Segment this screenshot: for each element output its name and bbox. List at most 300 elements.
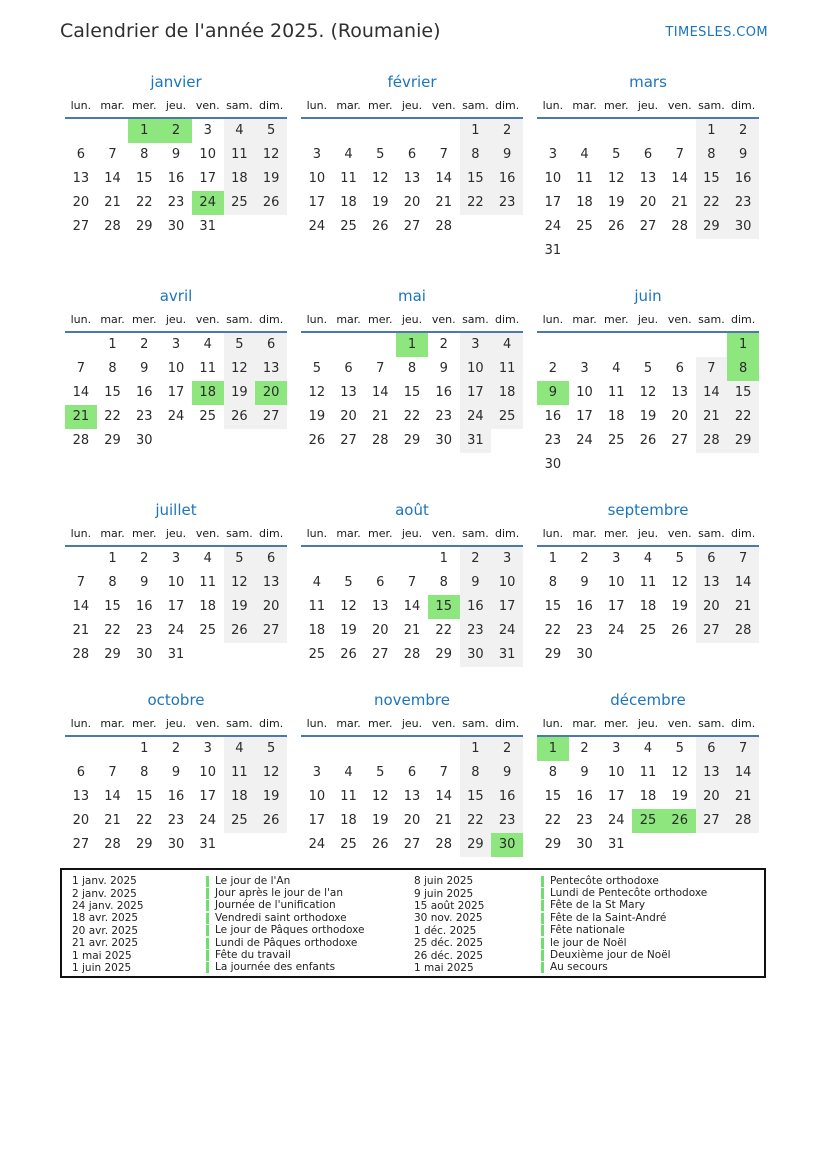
date-cell: 27: [696, 809, 728, 833]
empty-cell: [600, 333, 632, 357]
date-cell: 13: [696, 761, 728, 785]
date-cell: 23: [167, 195, 185, 210]
weekday-label: sam.: [462, 313, 489, 326]
date-cell: 27: [372, 647, 389, 662]
weekday-header: [65, 717, 287, 737]
date-cell: 18: [340, 813, 357, 828]
month-title: décembre: [610, 691, 686, 709]
date-cell: 20: [403, 195, 421, 210]
date-cell: 6: [255, 547, 287, 571]
month-days: [65, 333, 287, 453]
date-cell: 11: [199, 575, 216, 590]
date-cell: 10: [608, 575, 625, 590]
weekday-label: jeu.: [401, 527, 423, 540]
date-cell: 11: [199, 361, 216, 376]
date-cell: 8: [460, 143, 492, 167]
site-link[interactable]: TIMESLES.COM: [665, 25, 768, 40]
date-cell: 2: [580, 741, 589, 756]
date-cell: 9: [580, 575, 589, 590]
date-cell: 29: [136, 837, 153, 852]
date-cell: 18: [340, 195, 357, 210]
date-cell: 12: [608, 171, 625, 186]
weekday-label: lun.: [70, 99, 92, 112]
date-cell: 30: [167, 837, 185, 852]
holiday-date-cell: 1: [396, 333, 428, 357]
date-cell: 3: [548, 147, 557, 162]
date-cell: 20: [255, 595, 287, 619]
legend-holiday-name: Fête nationale: [541, 925, 754, 936]
date-cell: 26: [224, 619, 256, 643]
date-cell: 15: [136, 171, 153, 186]
date-cell: 24: [199, 813, 216, 828]
legend-holiday-name: Fête du travail: [206, 950, 408, 961]
holiday-date-cell: 25: [632, 809, 664, 833]
date-cell: 6: [696, 737, 728, 761]
date-cell: 21: [435, 813, 452, 828]
date-cell: 4: [344, 147, 353, 162]
holiday-date-cell: 1: [537, 737, 569, 761]
weekday-label: lun.: [306, 717, 328, 730]
holiday-date-cell: 1: [128, 119, 160, 143]
date-cell: 13: [255, 571, 287, 595]
date-cell: 9: [140, 361, 149, 376]
date-cell: 2: [140, 337, 149, 352]
date-cell: 20: [696, 595, 728, 619]
date-cell: 8: [696, 143, 728, 167]
legend-date: 9 juin 2025: [414, 887, 474, 900]
weekday-label: dim.: [495, 527, 520, 540]
month-mars: [537, 73, 759, 263]
date-cell: 12: [224, 357, 256, 381]
date-cell: 14: [696, 381, 728, 405]
date-cell: 30: [460, 643, 492, 667]
date-cell: 15: [727, 381, 759, 405]
month-août: [301, 501, 523, 667]
date-cell: 4: [580, 147, 589, 162]
date-cell: 3: [312, 765, 321, 780]
weekday-label: ven.: [667, 717, 692, 730]
date-cell: 10: [460, 357, 492, 381]
date-cell: 29: [136, 219, 153, 234]
weekday-label: ven.: [195, 99, 220, 112]
month-juillet: [65, 501, 287, 667]
date-cell: 9: [727, 143, 759, 167]
date-cell: 28: [671, 219, 688, 234]
date-cell: 29: [544, 647, 562, 662]
date-cell: 19: [639, 409, 657, 424]
date-cell: 26: [639, 433, 657, 448]
date-cell: 29: [403, 433, 421, 448]
date-cell: 8: [140, 147, 149, 162]
date-cell: 1: [460, 737, 492, 761]
weekday-label: dim.: [495, 313, 520, 326]
date-cell: 14: [435, 171, 452, 186]
weekday-header: [65, 527, 287, 547]
date-cell: 25: [340, 837, 357, 852]
date-cell: 27: [72, 837, 90, 852]
date-cell: 5: [312, 361, 321, 376]
date-cell: 2: [171, 741, 181, 756]
date-cell: 9: [171, 765, 181, 780]
weekday-label: dim.: [731, 527, 756, 540]
month-title: mai: [398, 287, 426, 305]
date-cell: 17: [308, 813, 326, 828]
weekday-label: dim.: [495, 99, 520, 112]
date-cell: 18: [308, 623, 326, 638]
date-cell: 21: [671, 195, 688, 210]
month-days: [65, 547, 287, 667]
weekday-label: lun.: [542, 99, 564, 112]
date-cell: 1: [548, 551, 557, 566]
month-title: avril: [159, 287, 193, 305]
date-cell: 24: [167, 623, 185, 638]
date-cell: 25: [224, 191, 256, 215]
date-cell: 14: [72, 599, 90, 614]
weekday-label: ven.: [431, 527, 456, 540]
holiday-date-cell: 18: [192, 381, 224, 405]
date-cell: 17: [460, 381, 492, 405]
legend-holiday-name: Lundi de Pâques orthodoxe: [206, 938, 408, 949]
date-cell: 24: [491, 619, 523, 643]
date-cell: 27: [671, 433, 688, 448]
weekday-label: ven.: [667, 313, 692, 326]
date-cell: 23: [460, 619, 492, 643]
weekday-label: ven.: [431, 717, 456, 730]
weekday-label: ven.: [431, 99, 456, 112]
date-cell: 8: [108, 361, 117, 376]
date-cell: 12: [255, 761, 287, 785]
date-cell: 26: [224, 405, 256, 429]
weekday-label: lun.: [306, 527, 328, 540]
date-cell: 6: [675, 361, 684, 376]
month-days: [537, 737, 759, 857]
date-cell: 22: [544, 623, 562, 638]
date-cell: 28: [104, 837, 121, 852]
weekday-label: jeu.: [165, 313, 187, 326]
weekday-label: dim.: [259, 527, 284, 540]
month-title: mars: [629, 73, 667, 91]
empty-cell: [333, 119, 365, 143]
legend-holiday-name: Deuxième jour de Noël: [541, 950, 754, 961]
date-cell: 15: [696, 167, 728, 191]
date-cell: 9: [491, 143, 523, 167]
date-cell: 23: [491, 191, 523, 215]
legend-date: 26 déc. 2025: [414, 949, 483, 962]
date-cell: 7: [376, 361, 385, 376]
weekday-header: [537, 527, 759, 547]
weekday-label: mer.: [368, 717, 393, 730]
month-title: février: [387, 73, 437, 91]
date-cell: 7: [76, 575, 85, 590]
date-cell: 28: [696, 429, 728, 453]
date-cell: 19: [255, 167, 287, 191]
weekday-header: [301, 313, 523, 333]
date-cell: 18: [576, 195, 593, 210]
holiday-date-cell: 15: [428, 595, 460, 619]
date-cell: 22: [403, 409, 421, 424]
month-title: août: [395, 501, 429, 519]
date-cell: 26: [372, 219, 389, 234]
date-cell: 10: [576, 385, 593, 400]
date-cell: 7: [439, 147, 448, 162]
month-days: [301, 547, 523, 667]
date-cell: 22: [136, 813, 153, 828]
date-cell: 30: [544, 457, 562, 472]
date-cell: 17: [167, 385, 185, 400]
date-cell: 16: [460, 595, 492, 619]
date-cell: 27: [696, 619, 728, 643]
empty-cell: [537, 119, 569, 143]
date-cell: 29: [544, 837, 562, 852]
empty-cell: [396, 737, 428, 761]
date-cell: 7: [108, 765, 117, 780]
weekday-label: mar.: [100, 313, 125, 326]
date-cell: 25: [199, 409, 216, 424]
date-cell: 9: [439, 361, 448, 376]
weekday-label: jeu.: [637, 717, 659, 730]
date-cell: 13: [696, 571, 728, 595]
date-cell: 4: [643, 741, 653, 756]
date-cell: 7: [696, 357, 728, 381]
date-cell: 4: [224, 119, 256, 143]
date-cell: 4: [643, 551, 653, 566]
legend-grid: [62, 870, 764, 974]
date-cell: 2: [460, 547, 492, 571]
weekday-label: mer.: [368, 99, 393, 112]
date-cell: 9: [140, 575, 149, 590]
empty-cell: [428, 119, 460, 143]
empty-cell: [97, 119, 129, 143]
empty-cell: [65, 333, 97, 357]
month-days: [301, 333, 523, 453]
date-cell: 28: [72, 647, 90, 662]
date-cell: 11: [639, 575, 657, 590]
holiday-date-cell: 26: [664, 809, 696, 833]
date-cell: 10: [199, 147, 216, 162]
date-cell: 5: [255, 737, 287, 761]
date-cell: 24: [576, 433, 593, 448]
date-cell: 14: [72, 385, 90, 400]
weekday-label: jeu.: [165, 99, 187, 112]
date-cell: 13: [671, 385, 688, 400]
weekday-label: ven.: [195, 313, 220, 326]
date-cell: 26: [372, 837, 389, 852]
date-cell: 14: [727, 761, 759, 785]
date-cell: 3: [580, 361, 589, 376]
weekday-header: [65, 313, 287, 333]
date-cell: 12: [224, 571, 256, 595]
legend-date: 1 janv. 2025: [72, 875, 137, 888]
date-cell: 15: [460, 785, 492, 809]
date-cell: 3: [460, 333, 492, 357]
date-cell: 5: [376, 147, 385, 162]
weekday-header: [301, 717, 523, 737]
weekday-label: jeu.: [401, 313, 423, 326]
legend-date: 1 déc. 2025: [414, 924, 477, 937]
holiday-date-cell: 20: [255, 381, 287, 405]
date-cell: 9: [460, 571, 492, 595]
empty-cell: [364, 737, 396, 761]
weekday-label: sam.: [226, 527, 253, 540]
weekday-label: mer.: [604, 527, 629, 540]
weekday-label: dim.: [259, 717, 284, 730]
date-cell: 3: [203, 123, 212, 138]
weekday-label: lun.: [70, 313, 92, 326]
date-cell: 26: [340, 647, 357, 662]
weekday-label: sam.: [462, 717, 489, 730]
date-cell: 8: [108, 575, 117, 590]
date-cell: 11: [639, 765, 657, 780]
date-cell: 6: [643, 147, 653, 162]
weekday-header: [537, 99, 759, 119]
weekday-label: dim.: [731, 99, 756, 112]
weekday-label: sam.: [226, 99, 253, 112]
date-cell: 18: [639, 789, 657, 804]
date-cell: 11: [224, 143, 256, 167]
date-cell: 12: [372, 789, 389, 804]
weekday-label: mar.: [572, 313, 597, 326]
date-cell: 15: [403, 385, 421, 400]
date-cell: 10: [491, 571, 523, 595]
legend-holiday-name: Pentecôte orthodoxe: [541, 876, 754, 887]
date-cell: 7: [439, 765, 448, 780]
date-cell: 24: [167, 409, 185, 424]
date-cell: 8: [140, 765, 149, 780]
date-cell: 3: [171, 551, 181, 566]
date-cell: 11: [576, 171, 593, 186]
weekday-label: mer.: [604, 717, 629, 730]
date-cell: 7: [675, 147, 684, 162]
weekday-label: lun.: [306, 313, 328, 326]
date-cell: 17: [608, 599, 625, 614]
weekday-label: sam.: [462, 99, 489, 112]
date-cell: 13: [340, 385, 357, 400]
empty-cell: [65, 547, 97, 571]
date-cell: 17: [167, 599, 185, 614]
date-cell: 19: [608, 195, 625, 210]
date-cell: 31: [199, 219, 216, 234]
date-cell: 20: [639, 195, 657, 210]
date-cell: 19: [340, 623, 357, 638]
empty-cell: [396, 119, 428, 143]
date-cell: 1: [460, 119, 492, 143]
date-cell: 25: [224, 809, 256, 833]
date-cell: 6: [76, 765, 85, 780]
date-cell: 27: [403, 837, 421, 852]
legend-holiday-name: Fête de la St Mary: [541, 900, 754, 911]
empty-cell: [333, 333, 365, 357]
date-cell: 15: [544, 789, 562, 804]
month-days: [301, 119, 523, 239]
date-cell: 14: [104, 789, 121, 804]
date-cell: 27: [72, 219, 90, 234]
holiday-date-cell: 24: [192, 191, 224, 215]
date-cell: 10: [167, 575, 185, 590]
date-cell: 19: [671, 599, 688, 614]
date-cell: 8: [439, 575, 448, 590]
date-cell: 31: [544, 243, 562, 258]
date-cell: 29: [460, 833, 492, 857]
date-cell: 5: [255, 119, 287, 143]
date-cell: 1: [108, 337, 117, 352]
date-cell: 23: [491, 809, 523, 833]
holiday-legend: [60, 868, 766, 978]
date-cell: 17: [608, 789, 625, 804]
legend-date: 8 juin 2025: [414, 875, 474, 888]
date-cell: 31: [491, 643, 523, 667]
date-cell: 17: [308, 195, 326, 210]
date-cell: 22: [544, 813, 562, 828]
date-cell: 5: [224, 547, 256, 571]
date-cell: 9: [491, 761, 523, 785]
month-days: [537, 119, 759, 263]
date-cell: 24: [308, 837, 326, 852]
weekday-label: sam.: [462, 527, 489, 540]
month-title: octobre: [147, 691, 205, 709]
date-cell: 5: [224, 333, 256, 357]
date-cell: 23: [136, 623, 153, 638]
date-cell: 17: [199, 171, 216, 186]
date-cell: 28: [104, 219, 121, 234]
date-cell: 20: [72, 813, 90, 828]
date-cell: 1: [108, 551, 117, 566]
date-cell: 4: [612, 361, 621, 376]
weekday-label: mar.: [572, 527, 597, 540]
date-cell: 3: [612, 741, 621, 756]
date-cell: 17: [199, 789, 216, 804]
date-cell: 2: [727, 119, 759, 143]
month-days: [65, 119, 287, 239]
weekday-label: dim.: [731, 313, 756, 326]
weekday-label: lun.: [542, 313, 564, 326]
date-cell: 13: [372, 599, 389, 614]
date-cell: 16: [435, 385, 452, 400]
legend-date: 1 mai 2025: [414, 961, 474, 974]
date-cell: 20: [696, 785, 728, 809]
empty-cell: [301, 333, 333, 357]
date-cell: 24: [608, 623, 625, 638]
weekday-label: mar.: [100, 99, 125, 112]
date-cell: 30: [136, 433, 153, 448]
holiday-date-cell: 2: [160, 119, 192, 143]
weekday-label: dim.: [731, 717, 756, 730]
weekday-label: ven.: [195, 527, 220, 540]
empty-cell: [333, 547, 365, 571]
date-cell: 5: [675, 741, 684, 756]
weekday-label: ven.: [195, 717, 220, 730]
month-title: juin: [634, 287, 662, 305]
date-cell: 20: [372, 623, 389, 638]
legend-holiday-name: le jour de Noël: [541, 938, 754, 949]
date-cell: 31: [460, 429, 492, 453]
date-cell: 7: [76, 361, 85, 376]
date-cell: 9: [580, 765, 589, 780]
date-cell: 22: [104, 409, 121, 424]
date-cell: 16: [491, 785, 523, 809]
legend-holiday-name: Au secours: [541, 962, 754, 973]
weekday-label: mer.: [132, 717, 157, 730]
empty-cell: [364, 333, 396, 357]
date-cell: 13: [255, 357, 287, 381]
weekday-label: sam.: [698, 313, 725, 326]
date-cell: 23: [136, 409, 153, 424]
date-cell: 26: [255, 191, 287, 215]
date-cell: 25: [308, 647, 326, 662]
date-cell: 28: [435, 837, 452, 852]
weekday-label: mar.: [572, 99, 597, 112]
legend-date: 2 janv. 2025: [72, 887, 137, 900]
date-cell: 30: [167, 219, 185, 234]
